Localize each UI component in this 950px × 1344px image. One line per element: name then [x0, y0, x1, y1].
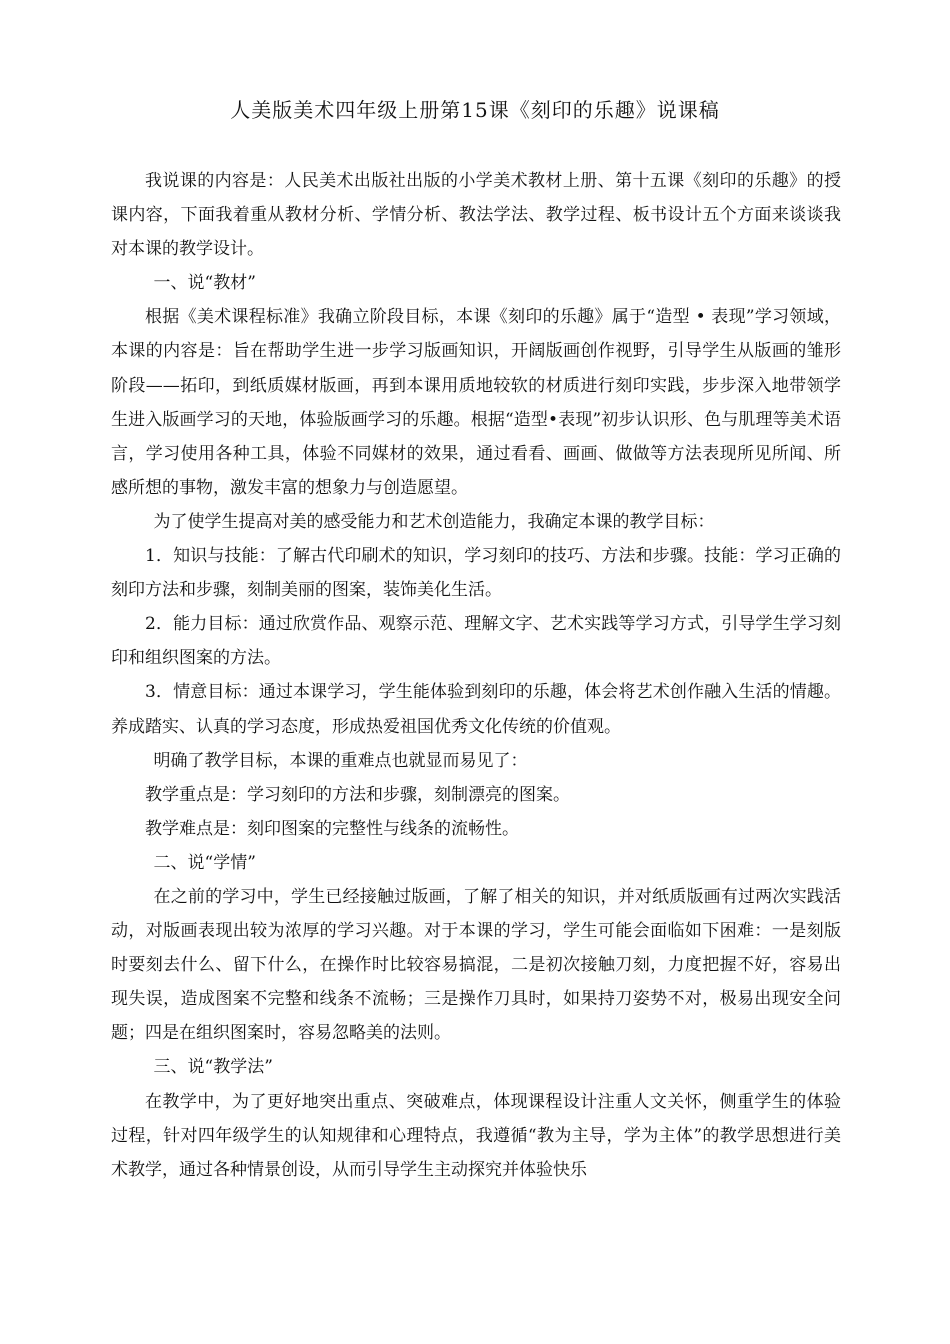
- heading-learners: 二、说“学情”: [153, 852, 256, 873]
- paragraph-textbook: 根据《美术课程标准》我确立阶段目标，本课《刻印的乐趣》属于“造型 • 表现”学习领域，本课的内容是：旨在帮助学生进一步学习版画知识，开阔版画创作视野，引导学生从版画的雏形阶段——拓印，到纸质媒材版画，再到本课用质地较软的材质进行刻印实践，步步深入地带领学生进入版画学习的天地，体验版画学习的乐趣。根据“造型•表现”初步认识形、色与肌理等美术语言，学习使用各种工具，体验不同媒材的效果，通过看看、画画、做做等方法表现所见所闻、所感所想的事物，激发丰富的想象力与创造愿望。: [111, 307, 841, 498]
- paragraph-intro: 我说课的内容是：人民美术出版社出版的小学美术教材上册、第十五课《刻印的乐趣》的授课内容，下面我着重从教材分析、学情分析、教法学法、教学过程、板书设计五个方面来谈谈我对本课的教学设计。: [111, 171, 841, 260]
- paragraph-key-points-intro: 明确了教学目标，本课的重难点也就显而易见了：: [153, 750, 528, 771]
- paragraph-difficult-point: 教学难点是：刻印图案的完整性与线条的流畅性。: [145, 818, 519, 839]
- paragraph-goals-intro: 为了使学生提高对美的感受能力和艺术创造能力，我确定本课的教学目标：: [153, 511, 715, 532]
- paragraph-learners: 在之前的学习中，学生已经接触过版画，了解了相关的知识，并对纸质版画有过两次实践活动，对版画表现出较为浓厚的学习兴趣。对于本课的学习，学生可能会面临如下困难：一是刻版时要刻去什么、留下什么，在操作时比较容易搞混，二是初次接触刀刻，力度把握不好，容易出现失误，造成图案不完整和线条不流畅；三是操作刀具时，如果持刀姿势不对，极易出现安全问题；四是在组织图案时，容易忽略美的法则。: [111, 886, 841, 1044]
- paragraph-goal-knowledge: 1．知识与技能：了解古代印刷术的知识，学习刻印的技巧、方法和步骤。技能：学习正确的刻印方法和步骤，刻制美丽的图案，装饰美化生活。: [111, 546, 841, 601]
- paragraph-teaching-method: 在教学中，为了更好地突出重点、突破难点，体现课程设计注重人文关怀，侧重学生的体验过程，针对四年级学生的认知规律和心理特点，我遵循“教为主导，学为主体”的教学思想进行美术教学，通过各种情景创设，从而引导学生主动探究并体验快乐: [111, 1091, 841, 1180]
- document-body: [111, 164, 841, 1187]
- heading-textbook: 一、说“教材”: [153, 273, 256, 294]
- paragraph-goal-ability: 2．能力目标：通过欣赏作品、观察示范、理解文字、艺术实践等学习方式，引导学生学习刻印和组织图案的方法。: [111, 614, 841, 669]
- paragraph-key-point: 教学重点是：学习刻印的方法和步骤，刻制漂亮的图案。: [145, 784, 570, 805]
- heading-teaching-method: 三、说“教学法”: [153, 1057, 273, 1078]
- document-title: 人美版美术四年级上册第15课《刻印的乐趣》说课稿: [230, 98, 720, 122]
- paragraph-goal-emotion: 3．情意目标：通过本课学习，学生能体验到刻印的乐趣，体会将艺术创作融入生活的情趣。养成踏实、认真的学习态度，形成热爱祖国优秀文化传统的价值观。: [111, 682, 841, 737]
